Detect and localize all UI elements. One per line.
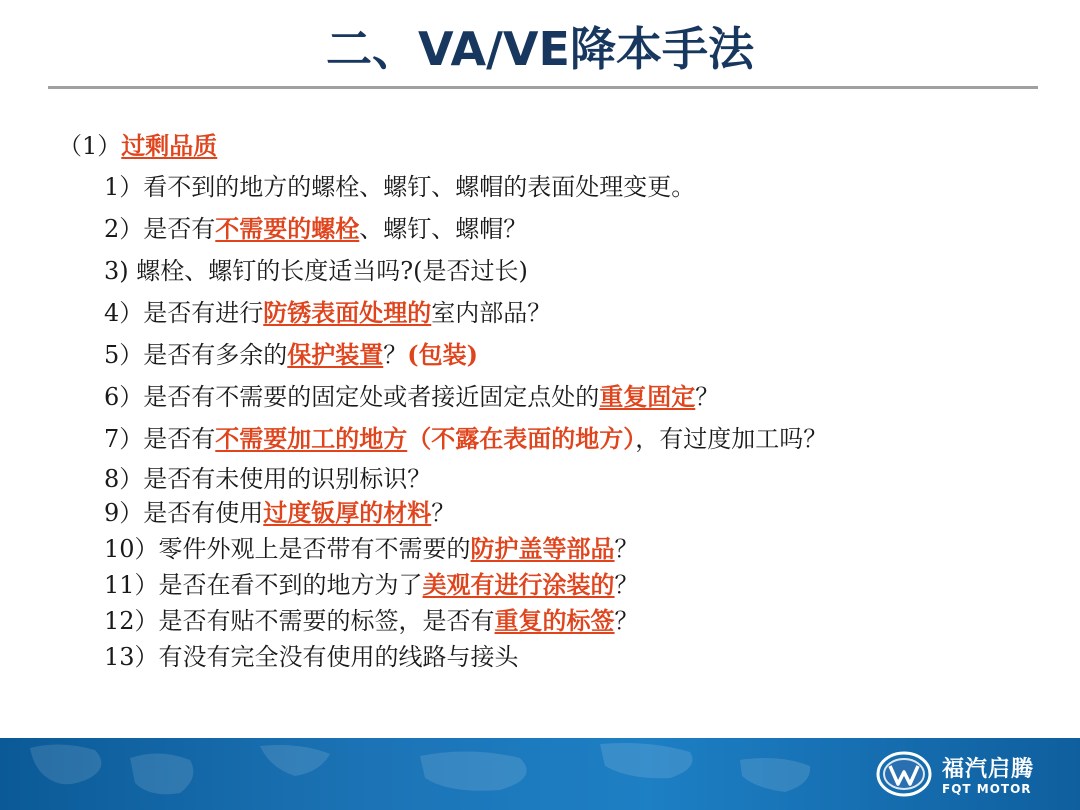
emphasis-text: （不露在表面的地方）: [407, 424, 636, 453]
checklist-item: [104, 296, 551, 330]
highlight-text: 重复的标签: [494, 606, 615, 635]
item-text: 13）有没有完全没有使用的线路与接头: [104, 643, 519, 671]
item-text: ？: [614, 535, 639, 563]
item-text: 7）是否有: [104, 425, 216, 453]
emphasis-text: (包装): [407, 340, 478, 369]
highlight-text: 过度钣厚的材料: [263, 498, 432, 527]
highlight-text: 美观有进行涂装的: [422, 570, 615, 599]
highlight-text: 保护装置: [287, 340, 384, 369]
item-text: 6）是否有不需要的固定处或者接近固定点处的: [104, 383, 600, 411]
item-text: 9）是否有使用: [104, 499, 264, 527]
brand-name-cn: 福汽启腾: [942, 757, 1035, 782]
page-title: 二、VA/VE降本手法: [326, 22, 754, 76]
item-text: 2）是否有: [104, 215, 216, 243]
highlight-text: 不需要的螺栓: [215, 214, 360, 243]
item-text: 12）是否有贴不需要的标签，是否有: [104, 607, 495, 635]
highlight-text: 不需要加工的地方: [215, 424, 408, 453]
item-text: 室内部品？: [431, 299, 552, 327]
item-text: ？: [614, 607, 639, 635]
checklist-item: [104, 640, 519, 674]
checklist-item: [104, 568, 639, 602]
highlight-text: 防护盖等部品: [470, 534, 615, 563]
checklist-item: [104, 380, 719, 414]
highlight-text: 重复固定: [599, 382, 696, 411]
fqt-logo-icon: [876, 750, 932, 798]
item-text: 3) 螺栓、螺钉的长度适当吗?(是否过长): [104, 257, 528, 285]
item-text: ，有过度加工吗？: [635, 425, 828, 453]
item-text: 11）是否在看不到的地方为了: [104, 571, 423, 599]
checklist-item: [104, 422, 827, 456]
checklist-item: [104, 462, 431, 496]
checklist-item: [104, 170, 695, 204]
checklist-item: [104, 604, 639, 638]
item-text: ？: [695, 383, 720, 411]
checklist-item: [104, 496, 455, 530]
item-text: ？: [383, 341, 408, 369]
item-text: ？: [614, 571, 639, 599]
highlight-text: 防锈表面处理的: [263, 298, 432, 327]
checklist-item: [104, 254, 528, 288]
checklist-item: [104, 338, 478, 372]
item-text: 8）是否有未使用的识别标识？: [104, 465, 432, 493]
brand-name-en: FQT MOTOR: [942, 782, 1032, 796]
title-divider: [48, 86, 1038, 89]
item-text: 、螺钉、螺帽？: [359, 215, 528, 243]
item-text: 4）是否有进行: [104, 299, 264, 327]
checklist-item: [104, 532, 639, 566]
item-text: 1）看不到的地方的螺栓、螺钉、螺帽的表面处理变更。: [104, 173, 696, 201]
section-number: （1）: [58, 132, 122, 160]
item-text: ？: [431, 499, 456, 527]
item-text: 5）是否有多余的: [104, 341, 288, 369]
item-text: 10）零件外观上是否带有不需要的: [104, 535, 471, 563]
section-heading: [58, 126, 217, 161]
footer-banner: [0, 738, 1080, 810]
checklist-item: [104, 212, 527, 246]
section-heading-label: 过剩品质: [121, 131, 218, 160]
